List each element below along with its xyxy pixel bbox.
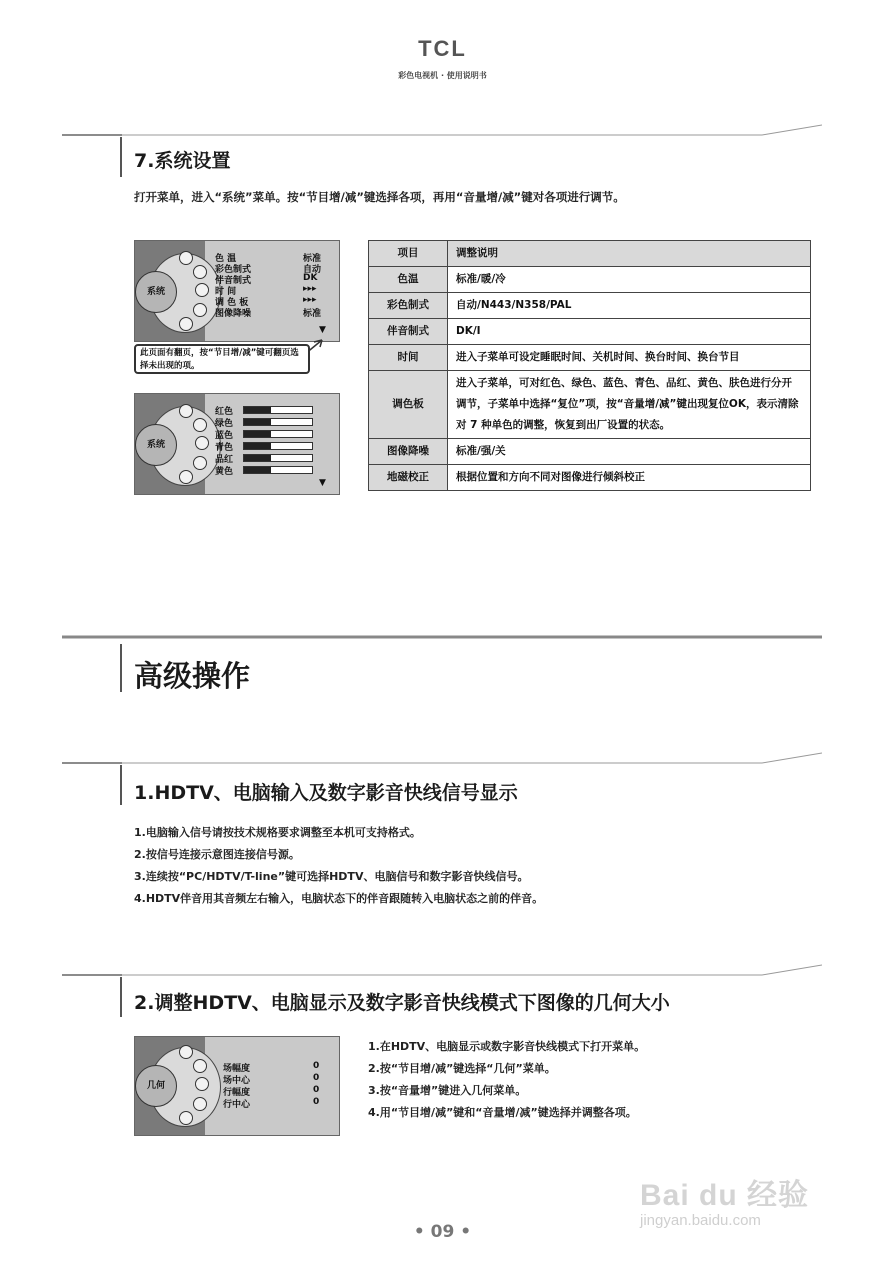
menu-row-value: 0 [313, 1085, 320, 1095]
menu-row-value: ▸▸▸ [303, 284, 317, 294]
palette-level-bar [243, 430, 313, 438]
palette-bar-label: 品红 [215, 455, 234, 465]
palette-bar-label: 蓝色 [215, 431, 234, 441]
section-title-advanced: 高级操作 [134, 659, 251, 693]
palette-bar-label: 青色 [215, 443, 234, 453]
menu-row-label: 图像降噪 [215, 309, 252, 319]
section-marker [120, 765, 122, 805]
header-subtitle: 彩色电视机 · 使用说明书 [398, 71, 487, 80]
section-divider [62, 964, 822, 978]
list-item: 3.连续按“PC/HDTV/T-line”键可选择HDTV、电脑信号和数字影音快线信号。 [134, 870, 529, 883]
list-item: 3.按“音量增”键进入几何菜单。 [368, 1084, 527, 1097]
table-header-item: 项目 [369, 241, 448, 267]
menu-row-value: 0 [313, 1073, 320, 1083]
scroll-down-icon: ▼ [319, 325, 326, 335]
section-divider [62, 630, 822, 644]
system-intro: 打开菜单，进入“系统”菜单。按“节目增/减”键选择各项，再用“音量增/减”键对各项进行调节。 [134, 190, 625, 204]
geometry-instructions [368, 1036, 645, 1124]
menu-row-label: 行幅度 [223, 1088, 251, 1098]
palette-bar-label: 黄色 [215, 467, 234, 477]
menu-hub-label: 系统 [135, 424, 177, 466]
palette-level-bar [243, 406, 313, 414]
page-number: • 09 • [413, 1222, 472, 1242]
table-row: 彩色制式 自动/N443/N358/PAL [369, 293, 811, 319]
menu-row-label: 行中心 [223, 1100, 251, 1110]
watermark-url: jingyan.baidu.com [640, 1212, 761, 1229]
watermark-logo: Bai du 经验 [640, 1179, 810, 1212]
table-row: 时间 进入子菜单可设定睡眠时间、关机时间、换台时间、换台节目 [369, 345, 811, 371]
menu-row-value: 0 [313, 1061, 320, 1071]
table-row: 调色板 进入子菜单，可对红色、绿色、蓝色、青色、品红、黄色、肤色进行分开调节，子菜单中选择“复位”项，按“音量增/减”键出现复位OK，表示清除对 7 种单色的调整，恢复到出厂设置的状态。 [369, 371, 811, 439]
menu-hub-label: 系统 [135, 271, 177, 313]
section-title-geometry: 2.调整HDTV、电脑显示及数字影音快线模式下图像的几何大小 [134, 992, 670, 1014]
section-marker [120, 644, 122, 692]
system-settings-table [368, 240, 811, 491]
section-marker [120, 137, 122, 177]
table-row: 色温 标准/暖/冷 [369, 267, 811, 293]
menu-row-value: 标准 [303, 254, 322, 264]
section-title-hdtv: 1.HDTV、电脑输入及数字影音快线信号显示 [134, 782, 518, 804]
table-row: 地磁校正 根据位置和方向不同对图像进行倾斜校正 [369, 465, 811, 491]
list-item: 1.在HDTV、电脑显示或数字影音快线模式下打开菜单。 [368, 1040, 646, 1053]
list-item: 4.HDTV伴音用其音频左右输入，电脑状态下的伴音跟随转入电脑状态之前的伴音。 [134, 892, 544, 905]
hdtv-instructions [134, 822, 543, 910]
palette-level-bar [243, 454, 313, 462]
menu-row-label: 色 温 [215, 254, 237, 264]
menu-row-label: 场幅度 [223, 1064, 251, 1074]
palette-level-bar [243, 466, 313, 474]
menu-row-label: 伴音制式 [215, 276, 252, 286]
section-divider [62, 124, 822, 138]
scroll-down-icon: ▼ [319, 478, 326, 488]
palette-menu-screenshot [134, 393, 340, 495]
table-row: 图像降噪 标准/强/关 [369, 439, 811, 465]
system-menu-screenshot [134, 240, 340, 342]
geometry-menu-screenshot [134, 1036, 340, 1136]
palette-bar-label: 红色 [215, 407, 234, 417]
list-item: 2.按信号连接示意图连接信号源。 [134, 848, 300, 861]
palette-level-bar [243, 442, 313, 450]
menu-row-value: 0 [313, 1097, 320, 1107]
menu-hub-label: 几何 [135, 1065, 177, 1107]
menu-row-value: 自动 [303, 265, 322, 275]
table-header-desc: 调整说明 [448, 241, 811, 267]
section-marker [120, 977, 122, 1017]
list-item: 1.电脑输入信号请按技术规格要求调整至本机可支持格式。 [134, 826, 421, 839]
menu-row-label: 彩色制式 [215, 265, 252, 275]
section-title-system: 7.系统设置 [134, 150, 231, 172]
list-item: 4.用“节目增/减”键和“音量增/减”键选择并调整各项。 [368, 1106, 637, 1119]
menu-row-label: 调 色 板 [215, 298, 249, 308]
menu-row-label: 时 间 [215, 287, 237, 297]
menu-row-value: 标准 [303, 309, 322, 319]
menu-row-label: 场中心 [223, 1076, 251, 1086]
list-item: 2.按“节目增/减”键选择“几何”菜单。 [368, 1062, 556, 1075]
section-divider [62, 752, 822, 766]
menu-row-value: DK [303, 273, 318, 283]
menu-row-value: ▸▸▸ [303, 295, 317, 305]
palette-level-bar [243, 418, 313, 426]
brand-logo: TCL [418, 36, 467, 61]
table-row: 伴音制式 DK/I [369, 319, 811, 345]
page-turn-callout: 此页面有翻页，按“节目增/减”键可翻页选择未出现的项。 [134, 344, 310, 374]
palette-bar-label: 绿色 [215, 419, 234, 429]
